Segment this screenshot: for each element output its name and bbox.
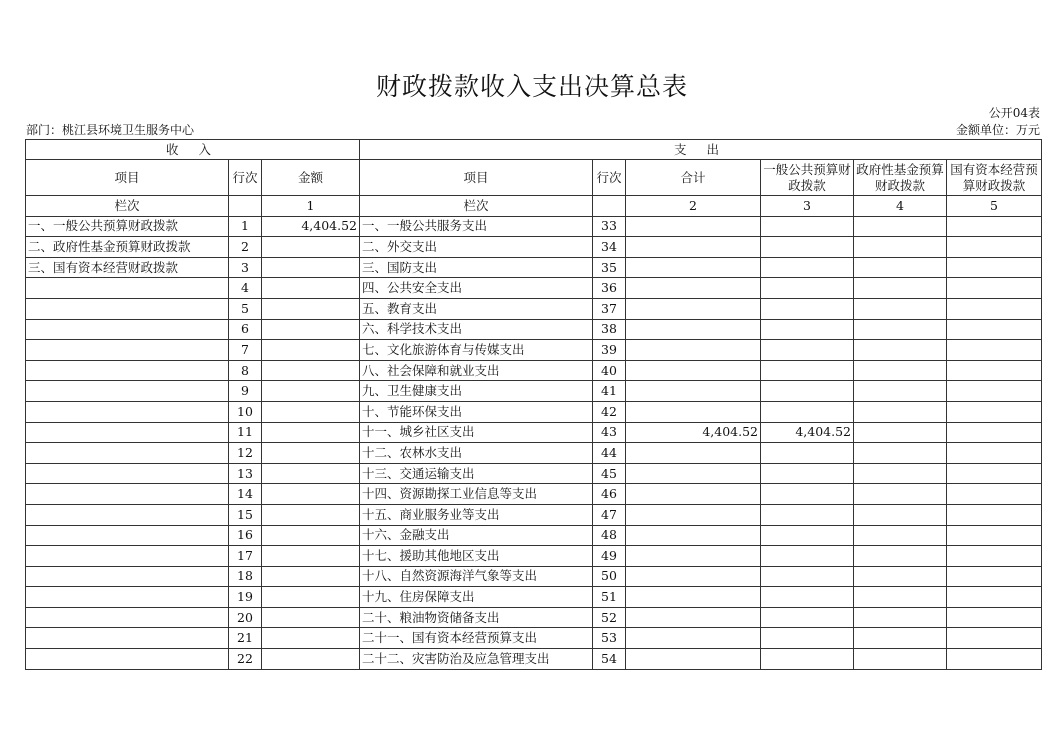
expense-item-cell: 十二、农林水支出 bbox=[360, 443, 593, 464]
gov-fund-cell bbox=[854, 257, 947, 278]
income-item-cell bbox=[26, 649, 229, 670]
income-amount-cell bbox=[262, 463, 360, 484]
expense-line-cell: 34 bbox=[593, 237, 626, 258]
gov-fund-cell bbox=[854, 525, 947, 546]
table-row bbox=[26, 443, 1042, 464]
income-line-cell: 12 bbox=[229, 443, 262, 464]
table-row bbox=[26, 566, 1042, 587]
expense-item-cell: 十八、自然资源海洋气象等支出 bbox=[360, 566, 593, 587]
income-item-cell bbox=[26, 546, 229, 567]
gov-fund-cell bbox=[854, 319, 947, 340]
income-amount-cell bbox=[262, 237, 360, 258]
header-row-col-numbers bbox=[26, 196, 1042, 217]
general-budget-cell bbox=[761, 278, 854, 299]
col-number-5: 5 bbox=[947, 196, 1042, 217]
expense-col-label: 栏次 bbox=[360, 196, 593, 217]
table-row bbox=[26, 216, 1042, 237]
state-capital-cell bbox=[947, 278, 1042, 299]
income-item-cell bbox=[26, 422, 229, 443]
total-cell bbox=[626, 237, 761, 258]
income-line-cell: 8 bbox=[229, 360, 262, 381]
income-item-cell bbox=[26, 278, 229, 299]
state-capital-cell bbox=[947, 546, 1042, 567]
income-line-cell: 4 bbox=[229, 278, 262, 299]
total-cell bbox=[626, 340, 761, 361]
income-line-cell: 20 bbox=[229, 607, 262, 628]
general-budget-cell bbox=[761, 607, 854, 628]
expense-line-cell: 50 bbox=[593, 566, 626, 587]
col-number-4: 4 bbox=[854, 196, 947, 217]
income-line-cell: 2 bbox=[229, 237, 262, 258]
total-cell bbox=[626, 566, 761, 587]
state-capital-cell bbox=[947, 319, 1042, 340]
table-row bbox=[26, 237, 1042, 258]
table-row bbox=[26, 298, 1042, 319]
form-number: 公开04表 bbox=[988, 106, 1040, 120]
income-line-cell: 18 bbox=[229, 566, 262, 587]
state-capital-cell bbox=[947, 237, 1042, 258]
income-item-cell bbox=[26, 484, 229, 505]
state-capital-cell bbox=[947, 216, 1042, 237]
total-cell bbox=[626, 607, 761, 628]
income-item-cell bbox=[26, 587, 229, 608]
income-section-header: 收 入 bbox=[26, 140, 360, 160]
gov-fund-cell bbox=[854, 422, 947, 443]
income-amount-cell bbox=[262, 484, 360, 505]
state-capital-cell bbox=[947, 422, 1042, 443]
income-amount-cell bbox=[262, 607, 360, 628]
expense-item-cell: 八、社会保障和就业支出 bbox=[360, 360, 593, 381]
expense-item-cell: 三、国防支出 bbox=[360, 257, 593, 278]
state-capital-cell bbox=[947, 463, 1042, 484]
expense-item-cell: 二十二、灾害防治及应急管理支出 bbox=[360, 649, 593, 670]
expense-line-cell: 38 bbox=[593, 319, 626, 340]
gov-fund-cell bbox=[854, 504, 947, 525]
total-cell bbox=[626, 360, 761, 381]
income-amount-cell bbox=[262, 422, 360, 443]
total-cell bbox=[626, 649, 761, 670]
gov-fund-cell bbox=[854, 340, 947, 361]
income-item-cell bbox=[26, 381, 229, 402]
income-line-cell: 9 bbox=[229, 381, 262, 402]
gov-fund-cell bbox=[854, 628, 947, 649]
general-budget-cell bbox=[761, 566, 854, 587]
expense-line-cell: 33 bbox=[593, 216, 626, 237]
general-budget-cell bbox=[761, 628, 854, 649]
income-line-cell: 1 bbox=[229, 216, 262, 237]
gov-fund-cell bbox=[854, 649, 947, 670]
income-amount-cell bbox=[262, 257, 360, 278]
income-amount-cell bbox=[262, 566, 360, 587]
income-amount-cell bbox=[262, 628, 360, 649]
general-budget-cell bbox=[761, 237, 854, 258]
expense-section-header: 支 出 bbox=[360, 140, 1042, 160]
state-capital-cell bbox=[947, 401, 1042, 422]
gov-fund-cell bbox=[854, 587, 947, 608]
col-number-2: 2 bbox=[626, 196, 761, 217]
total-header: 合计 bbox=[626, 160, 761, 196]
col-number-3: 3 bbox=[761, 196, 854, 217]
income-item-cell bbox=[26, 298, 229, 319]
expense-line-cell: 41 bbox=[593, 381, 626, 402]
income-line-cell: 22 bbox=[229, 649, 262, 670]
income-amount-cell bbox=[262, 546, 360, 567]
gov-fund-cell bbox=[854, 278, 947, 299]
income-item-cell bbox=[26, 504, 229, 525]
expense-line-cell: 40 bbox=[593, 360, 626, 381]
table-row bbox=[26, 587, 1042, 608]
income-line-cell: 21 bbox=[229, 628, 262, 649]
expense-line-cell: 53 bbox=[593, 628, 626, 649]
total-cell bbox=[626, 401, 761, 422]
gov-fund-cell bbox=[854, 566, 947, 587]
expense-item-cell: 十、节能环保支出 bbox=[360, 401, 593, 422]
general-budget-cell bbox=[761, 216, 854, 237]
table-row bbox=[26, 278, 1042, 299]
income-line-cell: 17 bbox=[229, 546, 262, 567]
expense-item-cell: 二十一、国有资本经营预算支出 bbox=[360, 628, 593, 649]
expense-item-cell: 九、卫生健康支出 bbox=[360, 381, 593, 402]
income-amount-cell bbox=[262, 360, 360, 381]
income-amount-cell bbox=[262, 649, 360, 670]
table-row bbox=[26, 360, 1042, 381]
expense-line-cell: 35 bbox=[593, 257, 626, 278]
income-line-cell: 15 bbox=[229, 504, 262, 525]
expense-item-cell: 二十、粮油物资储备支出 bbox=[360, 607, 593, 628]
expense-item-cell: 一、一般公共服务支出 bbox=[360, 216, 593, 237]
income-amount-cell bbox=[262, 298, 360, 319]
general-budget-cell bbox=[761, 587, 854, 608]
state-capital-cell bbox=[947, 607, 1042, 628]
gov-fund-cell bbox=[854, 298, 947, 319]
gov-fund-cell bbox=[854, 443, 947, 464]
general-budget-cell bbox=[761, 360, 854, 381]
expense-item-cell: 六、科学技术支出 bbox=[360, 319, 593, 340]
income-line-cell: 19 bbox=[229, 587, 262, 608]
table-row bbox=[26, 484, 1042, 505]
income-item-cell bbox=[26, 463, 229, 484]
expense-line-cell: 36 bbox=[593, 278, 626, 299]
income-amount-cell bbox=[262, 504, 360, 525]
expense-line-cell: 39 bbox=[593, 340, 626, 361]
total-cell bbox=[626, 278, 761, 299]
income-line-cell: 10 bbox=[229, 401, 262, 422]
gov-fund-cell bbox=[854, 237, 947, 258]
income-line-header: 行次 bbox=[229, 160, 262, 196]
income-amount-cell bbox=[262, 340, 360, 361]
general-budget-cell bbox=[761, 319, 854, 340]
budget-table bbox=[25, 139, 1042, 670]
total-cell bbox=[626, 484, 761, 505]
expense-item-header: 项目 bbox=[360, 160, 593, 196]
income-item-cell bbox=[26, 525, 229, 546]
expense-line-cell: 52 bbox=[593, 607, 626, 628]
income-line-cell: 3 bbox=[229, 257, 262, 278]
expense-line-cell: 43 bbox=[593, 422, 626, 443]
table-row bbox=[26, 525, 1042, 546]
total-cell bbox=[626, 216, 761, 237]
total-cell bbox=[626, 525, 761, 546]
expense-item-cell: 十九、住房保障支出 bbox=[360, 587, 593, 608]
total-cell bbox=[626, 463, 761, 484]
table-row bbox=[26, 422, 1042, 443]
expense-line-cell: 51 bbox=[593, 587, 626, 608]
state-capital-cell bbox=[947, 381, 1042, 402]
expense-line-header: 行次 bbox=[593, 160, 626, 196]
expense-line-cell: 42 bbox=[593, 401, 626, 422]
state-capital-cell bbox=[947, 649, 1042, 670]
income-amount-cell bbox=[262, 381, 360, 402]
state-capital-cell bbox=[947, 443, 1042, 464]
income-item-cell bbox=[26, 340, 229, 361]
income-item-cell bbox=[26, 628, 229, 649]
table-row bbox=[26, 607, 1042, 628]
expense-item-cell: 五、教育支出 bbox=[360, 298, 593, 319]
table-row bbox=[26, 628, 1042, 649]
table-row bbox=[26, 319, 1042, 340]
table-row bbox=[26, 649, 1042, 670]
income-line-cell: 6 bbox=[229, 319, 262, 340]
total-cell bbox=[626, 381, 761, 402]
general-budget-cell bbox=[761, 504, 854, 525]
expense-item-cell: 十四、资源勘探工业信息等支出 bbox=[360, 484, 593, 505]
expense-item-cell: 十一、城乡社区支出 bbox=[360, 422, 593, 443]
general-budget-cell bbox=[761, 401, 854, 422]
income-item-cell bbox=[26, 360, 229, 381]
income-amount-cell bbox=[262, 587, 360, 608]
income-item-cell bbox=[26, 443, 229, 464]
expense-line-cell: 49 bbox=[593, 546, 626, 567]
general-budget-cell: 4,404.52 bbox=[761, 422, 854, 443]
state-capital-cell bbox=[947, 525, 1042, 546]
expense-line-cell: 46 bbox=[593, 484, 626, 505]
total-cell bbox=[626, 298, 761, 319]
income-line-cell: 14 bbox=[229, 484, 262, 505]
income-item-cell bbox=[26, 566, 229, 587]
expense-line-cell: 45 bbox=[593, 463, 626, 484]
income-item-cell: 一、一般公共预算财政拨款 bbox=[26, 216, 229, 237]
income-line-cell: 5 bbox=[229, 298, 262, 319]
income-amount-cell bbox=[262, 443, 360, 464]
gov-fund-header: 政府性基金预算财政拨款 bbox=[854, 160, 947, 196]
income-amount-cell bbox=[262, 319, 360, 340]
general-budget-header: 一般公共预算财政拨款 bbox=[761, 160, 854, 196]
expense-line-cell: 48 bbox=[593, 525, 626, 546]
total-cell bbox=[626, 587, 761, 608]
gov-fund-cell bbox=[854, 484, 947, 505]
income-item-cell: 二、政府性基金预算财政拨款 bbox=[26, 237, 229, 258]
table-row bbox=[26, 504, 1042, 525]
expense-item-cell: 十七、援助其他地区支出 bbox=[360, 546, 593, 567]
unit-label: 金额单位：万元 bbox=[955, 123, 1040, 137]
expense-line-cell: 54 bbox=[593, 649, 626, 670]
expense-item-cell: 二、外交支出 bbox=[360, 237, 593, 258]
income-col-label: 栏次 bbox=[26, 196, 229, 217]
state-capital-cell bbox=[947, 484, 1042, 505]
state-capital-cell bbox=[947, 257, 1042, 278]
total-cell bbox=[626, 257, 761, 278]
income-line-cell: 7 bbox=[229, 340, 262, 361]
general-budget-cell bbox=[761, 257, 854, 278]
total-cell bbox=[626, 443, 761, 464]
state-capital-cell bbox=[947, 340, 1042, 361]
expense-item-cell: 十三、交通运输支出 bbox=[360, 463, 593, 484]
state-capital-cell bbox=[947, 628, 1042, 649]
gov-fund-cell bbox=[854, 216, 947, 237]
income-amount-cell: 4,404.52 bbox=[262, 216, 360, 237]
total-cell: 4,404.52 bbox=[626, 422, 761, 443]
gov-fund-cell bbox=[854, 401, 947, 422]
income-line-cell: 13 bbox=[229, 463, 262, 484]
table-row bbox=[26, 546, 1042, 567]
gov-fund-cell bbox=[854, 381, 947, 402]
empty-cell bbox=[229, 196, 262, 217]
col-number-1: 1 bbox=[262, 196, 360, 217]
total-cell bbox=[626, 546, 761, 567]
expense-line-cell: 37 bbox=[593, 298, 626, 319]
general-budget-cell bbox=[761, 525, 854, 546]
table-row bbox=[26, 340, 1042, 361]
income-amount-cell bbox=[262, 401, 360, 422]
state-capital-cell bbox=[947, 360, 1042, 381]
gov-fund-cell bbox=[854, 463, 947, 484]
income-item-cell bbox=[26, 401, 229, 422]
total-cell bbox=[626, 504, 761, 525]
table-row bbox=[26, 257, 1042, 278]
gov-fund-cell bbox=[854, 546, 947, 567]
income-amount-cell bbox=[262, 278, 360, 299]
table-row bbox=[26, 401, 1042, 422]
general-budget-cell bbox=[761, 484, 854, 505]
table-row bbox=[26, 381, 1042, 402]
state-capital-cell bbox=[947, 587, 1042, 608]
income-item-header: 项目 bbox=[26, 160, 229, 196]
general-budget-cell bbox=[761, 298, 854, 319]
income-amount-cell bbox=[262, 525, 360, 546]
income-line-cell: 16 bbox=[229, 525, 262, 546]
general-budget-cell bbox=[761, 443, 854, 464]
header-row-columns bbox=[26, 160, 1042, 196]
expense-item-cell: 四、公共安全支出 bbox=[360, 278, 593, 299]
table-row bbox=[26, 463, 1042, 484]
department-label: 部门：桃江县环境卫生服务中心 bbox=[26, 123, 195, 137]
expense-item-cell: 十六、金融支出 bbox=[360, 525, 593, 546]
gov-fund-cell bbox=[854, 607, 947, 628]
expense-line-cell: 47 bbox=[593, 504, 626, 525]
header-row-sections bbox=[26, 140, 1042, 160]
state-capital-header: 国有资本经营预算财政拨款 bbox=[947, 160, 1042, 196]
income-amount-header: 金额 bbox=[262, 160, 360, 196]
expense-item-cell: 七、文化旅游体育与传媒支出 bbox=[360, 340, 593, 361]
gov-fund-cell bbox=[854, 360, 947, 381]
state-capital-cell bbox=[947, 566, 1042, 587]
total-cell bbox=[626, 628, 761, 649]
income-item-cell bbox=[26, 607, 229, 628]
empty-cell bbox=[593, 196, 626, 217]
income-item-cell: 三、国有资本经营财政拨款 bbox=[26, 257, 229, 278]
general-budget-cell bbox=[761, 381, 854, 402]
general-budget-cell bbox=[761, 340, 854, 361]
page-title: 财政拨款收入支出决算总表 bbox=[375, 72, 688, 101]
expense-item-cell: 十五、商业服务业等支出 bbox=[360, 504, 593, 525]
income-line-cell: 11 bbox=[229, 422, 262, 443]
state-capital-cell bbox=[947, 298, 1042, 319]
total-cell bbox=[626, 319, 761, 340]
expense-line-cell: 44 bbox=[593, 443, 626, 464]
general-budget-cell bbox=[761, 649, 854, 670]
state-capital-cell bbox=[947, 504, 1042, 525]
general-budget-cell bbox=[761, 546, 854, 567]
income-item-cell bbox=[26, 319, 229, 340]
general-budget-cell bbox=[761, 463, 854, 484]
